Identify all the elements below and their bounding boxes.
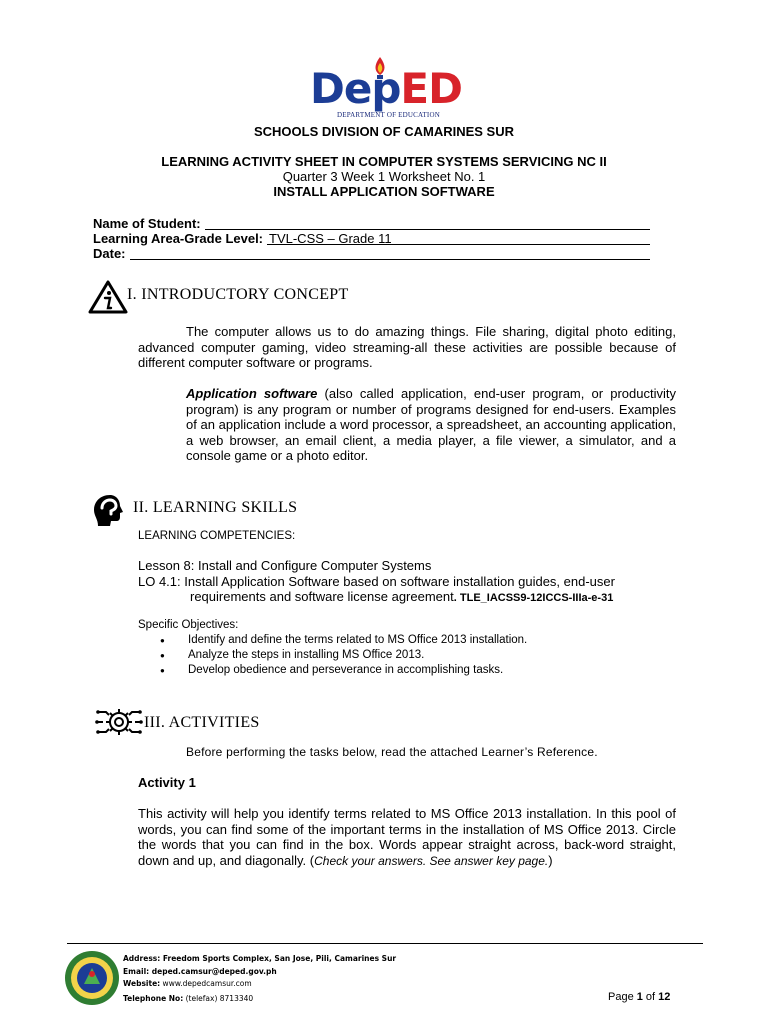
lo-line-2 — [190, 589, 613, 607]
brain-head-icon — [90, 492, 128, 528]
objectives-label: Specific Objectives: — [138, 619, 239, 631]
closing-paren: ) — [548, 852, 553, 868]
gear-circuit-icon — [95, 704, 143, 740]
application-software-paragraph — [186, 386, 676, 464]
website-label: Website: — [123, 979, 161, 989]
logo-dep-text: Dep — [310, 64, 401, 113]
page-prefix: Page — [608, 991, 637, 1003]
footer-contact — [123, 953, 396, 1005]
email-link[interactable]: deped.camsur@deped.gov.ph — [149, 966, 277, 976]
address-text: Freedom Sports Complex, San Jose, Pili, Camarines Sur — [160, 954, 397, 963]
page-of: of — [642, 991, 659, 1003]
section-activities-title: III. ACTIVITIES — [144, 714, 260, 731]
activity-1-text — [138, 806, 676, 869]
footer-website — [123, 978, 396, 991]
competency-code: . TLE_IACSS9-12ICCS-IIIa-e-31 — [453, 592, 614, 604]
logo-ed-text: ED — [400, 64, 462, 113]
field-label: Name of Student: — [93, 216, 201, 231]
date-field[interactable] — [93, 246, 650, 262]
answer-key-note: Check your answers. See answer key page. — [314, 853, 549, 868]
telephone-label: Telephone No: — [123, 993, 184, 1003]
student-name-field[interactable] — [93, 216, 650, 232]
objectives-list — [140, 633, 680, 678]
field-value[interactable] — [130, 246, 650, 260]
lo-line-1: LO 4.1: Install Application Software based on software installation guides, end-user — [138, 574, 615, 589]
footer-telephone — [123, 993, 396, 1006]
section-learning-skills-title: II. LEARNING SKILLS — [133, 499, 298, 516]
address-label: Address: — [123, 954, 161, 963]
grade-level-field[interactable] — [93, 231, 650, 247]
footer-divider — [67, 943, 703, 944]
lo-text: requirements and software license agreement — [190, 589, 454, 604]
field-label: Date: — [93, 246, 126, 261]
field-value[interactable]: TVL-CSS – Grade 11 — [267, 231, 650, 245]
division-seal-icon — [64, 950, 120, 1006]
activity-1-title: Activity 1 — [138, 775, 196, 790]
sheet-title: LEARNING ACTIVITY SHEET IN COMPUTER SYSTEMS SERVICING NC II — [161, 154, 607, 169]
website-link[interactable]: www.depedcamsur.com — [160, 979, 252, 989]
activities-intro: Before performing the tasks below, read the attached Learner’s Reference. — [186, 745, 598, 759]
competencies-label: LEARNING COMPETENCIES: — [138, 530, 296, 542]
footer-address — [123, 953, 396, 966]
list-item: ● Identify and define the terms related to MS Office 2013 installation. — [140, 633, 680, 648]
lesson-text: Lesson 8: Install and Configure Computer Systems — [138, 558, 432, 573]
activity-instructions: This activity will help you identify terms related to MS Office 2013 installation. In this pool of words, you can find some of the important terms in the installation of MS Office 2013. Circle the words that you can find in the box. Words appear straight across, back-word straight, down and up, and diagonally. ( — [138, 806, 676, 868]
telephone-text: (telefax) 8713340 — [183, 993, 254, 1003]
section-introductory-title: I. INTRODUCTORY CONCEPT — [127, 286, 349, 303]
deped-logo — [310, 55, 460, 127]
definition-text: (also called application, end-user program, or productivity program) is any program or number of programs designed for end-users. Examples of an application include a word processor, a spreadsheet, an accounting application, a web browser, an email client, a media player, a file viewer, a simulator, and a console game or a photo editor. — [186, 386, 676, 463]
page-number — [608, 991, 670, 1003]
logo-subtitle: DEPARTMENT OF EDUCATION — [337, 111, 440, 119]
field-label: Learning Area-Grade Level: — [93, 231, 264, 246]
list-item: ● Analyze the steps in installing MS Office 2013. — [140, 648, 680, 663]
division-name: SCHOOLS DIVISION OF CAMARINES SUR — [253, 124, 515, 139]
footer-email — [123, 966, 396, 979]
email-label: Email: — [123, 966, 150, 976]
quarter-info: Quarter 3 Week 1 Worksheet No. 1 — [282, 169, 486, 184]
page-current: 1 — [636, 991, 643, 1003]
intro-paragraph: The computer allows us to do amazing things. File sharing, digital photo editing, advanced computer gaming, video streaming-all these activities are possible because of different computer software or programs. — [138, 324, 676, 370]
topic-title: INSTALL APPLICATION SOFTWARE — [273, 184, 495, 199]
page-total: 12 — [658, 991, 671, 1003]
list-item: ● Develop obedience and perseverance in accomplishing tasks. — [140, 663, 680, 678]
info-icon — [88, 280, 128, 314]
term-application-software: Application software — [186, 386, 318, 401]
field-value[interactable] — [205, 216, 650, 230]
